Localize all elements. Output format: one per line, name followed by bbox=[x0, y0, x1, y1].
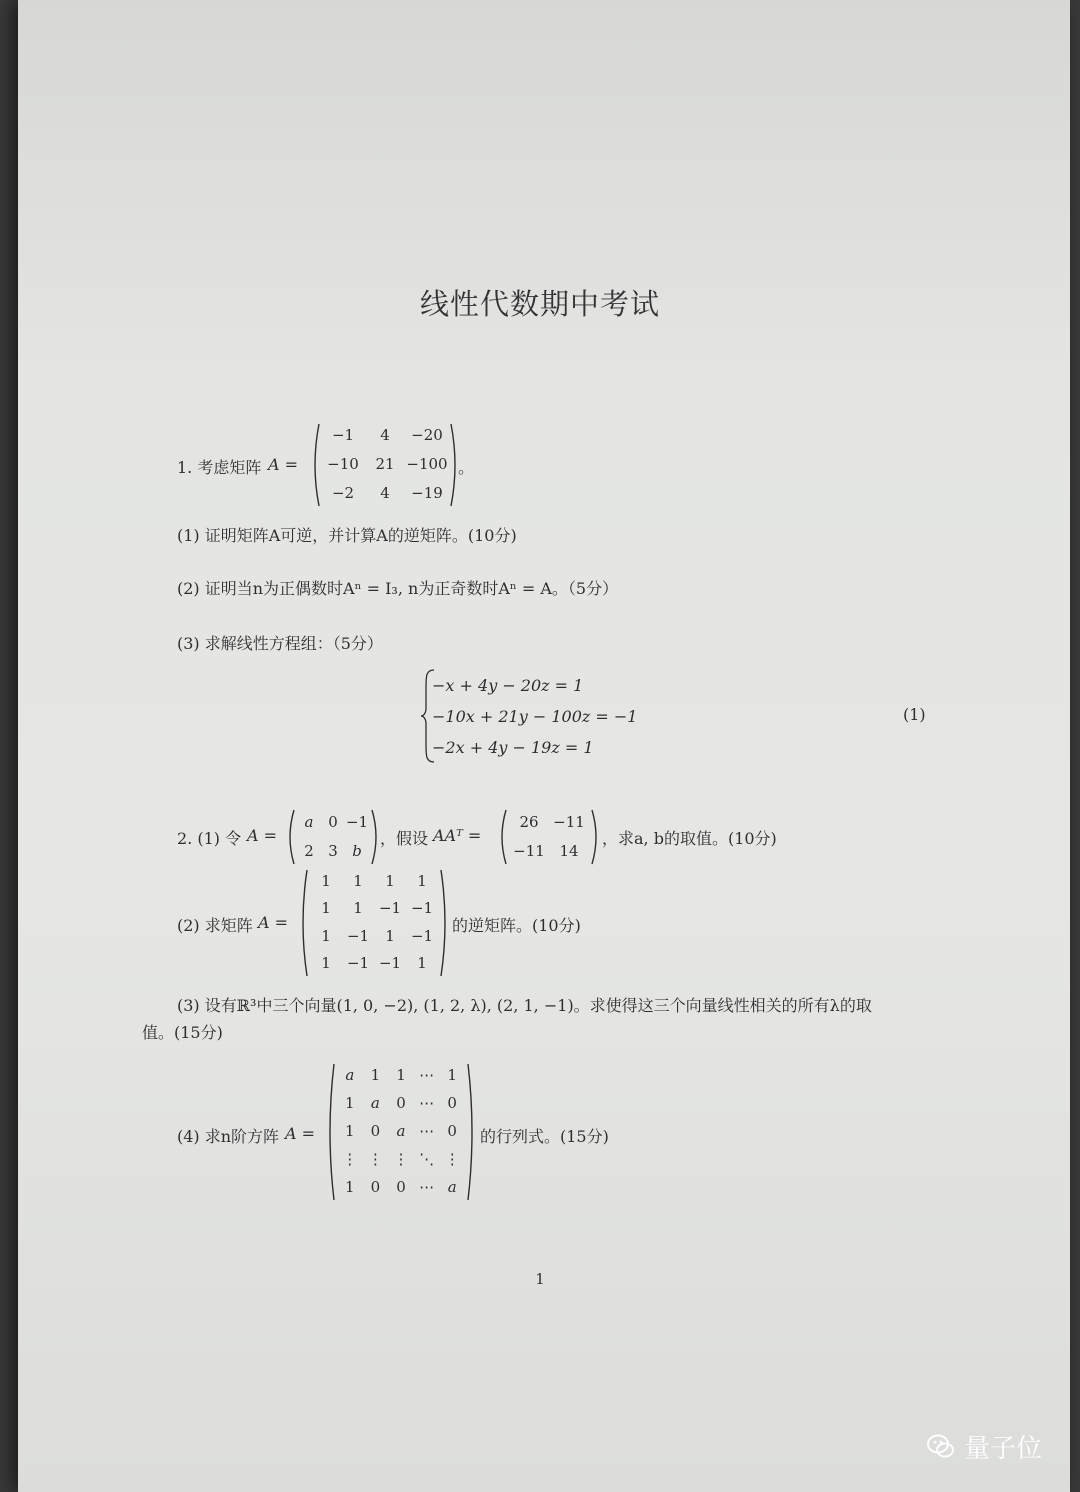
q2-part1-lead: 2. (1) 令 bbox=[177, 829, 242, 848]
matrix-cell: 1 bbox=[353, 899, 363, 918]
matrix-cell: −11 bbox=[513, 841, 545, 860]
watermark bbox=[926, 1428, 1042, 1465]
matrix-cell: 1 bbox=[353, 871, 363, 890]
matrix-cell: −19 bbox=[411, 483, 443, 502]
matrix-cell: ⋯ bbox=[419, 1066, 435, 1084]
matrix-cell: ⋯ bbox=[419, 1094, 435, 1112]
matrix-cell: 1 bbox=[417, 871, 427, 890]
matrix-cell: 1 bbox=[321, 871, 331, 890]
matrix-cell: 1 bbox=[396, 1066, 406, 1084]
system-eq-2: −10x + 21y − 100z = −1 bbox=[432, 707, 638, 726]
q2-part4-lhs: A = bbox=[285, 1124, 316, 1143]
q2-part1-matrix bbox=[285, 808, 381, 866]
q1-lhs: A = bbox=[268, 455, 299, 474]
equation-number: (1) bbox=[903, 705, 926, 724]
matrix-cell: −1 bbox=[346, 954, 370, 973]
matrix-cell: 3 bbox=[328, 841, 338, 860]
q2-part4-lead: (4) 求n阶方阵 bbox=[177, 1127, 280, 1146]
matrix-cell: 1 bbox=[345, 1122, 355, 1140]
matrix-cell: 0 bbox=[370, 1122, 381, 1140]
q2-part4-matrix bbox=[325, 1062, 477, 1202]
matrix-cell: ⋯ bbox=[419, 1178, 435, 1196]
q2-part4-end: 的行列式。(15分) bbox=[480, 1127, 609, 1146]
wechat-icon bbox=[926, 1432, 956, 1462]
q1-part1: (1) 证明矩阵A可逆，并计算A的逆矩阵。(10分) bbox=[177, 526, 517, 545]
matrix-cell: −1 bbox=[378, 954, 402, 973]
matrix-cell: 1 bbox=[370, 1066, 381, 1084]
matrix-cell: ⋮ bbox=[444, 1150, 460, 1168]
matrix-cell: 0 bbox=[447, 1122, 457, 1140]
q2-part1-aat: AAᵀ = bbox=[433, 826, 482, 845]
q1-end: 。 bbox=[458, 458, 475, 477]
matrix-cell: 0 bbox=[396, 1178, 406, 1196]
matrix-cell: 1 bbox=[345, 1094, 355, 1112]
matrix-cell: 1 bbox=[345, 1178, 355, 1196]
q2-part2-lhs: A = bbox=[258, 913, 289, 932]
matrix-cell: −2 bbox=[331, 483, 355, 502]
matrix-cell: 21 bbox=[375, 455, 395, 473]
matrix-cell: a bbox=[447, 1178, 457, 1196]
page-number: 1 bbox=[535, 1270, 545, 1288]
matrix-cell: b bbox=[352, 841, 362, 860]
matrix-cell: 1 bbox=[385, 871, 395, 890]
q2-part3-line2: 值。(15分) bbox=[142, 1023, 223, 1042]
matrix-cell: 1 bbox=[385, 926, 395, 945]
matrix-cell: 1 bbox=[321, 926, 331, 945]
matrix-cell: ⋮ bbox=[342, 1150, 358, 1168]
matrix-cell: ⋱ bbox=[419, 1150, 435, 1168]
matrix-cell: 0 bbox=[370, 1178, 381, 1196]
q2-part1-lhs: A = bbox=[247, 826, 278, 845]
matrix-cell: ⋮ bbox=[367, 1150, 383, 1168]
watermark-text: 量子位 bbox=[964, 1434, 1043, 1464]
matrix-cell: a bbox=[396, 1122, 406, 1140]
matrix-cell: ⋮ bbox=[393, 1150, 409, 1168]
matrix-cell: 1 bbox=[417, 954, 427, 973]
matrix-cell: 26 bbox=[519, 812, 539, 831]
matrix-cell: a bbox=[304, 812, 314, 831]
q1-part2: (2) 证明当n为正偶数时Aⁿ = I₃, n为正奇数时Aⁿ = A。（5分） bbox=[177, 579, 619, 598]
system-eq-1: −x + 4y − 20z = 1 bbox=[432, 676, 584, 695]
matrix-cell: −1 bbox=[345, 812, 369, 831]
matrix-cell: −1 bbox=[410, 899, 434, 918]
q2-part3-line1: (3) 设有ℝ³中三个向量(1, 0, −2), (1, 2, λ), (2, 1, −1)。求使得这三个向量线性相关的所有λ的取 bbox=[177, 996, 872, 1015]
q1-part3: (3) 求解线性方程组：（5分） bbox=[177, 634, 383, 653]
system-eq-3: −2x + 4y − 19z = 1 bbox=[432, 738, 594, 757]
matrix-cell: 4 bbox=[380, 426, 390, 445]
matrix-cell: −20 bbox=[411, 426, 443, 445]
q1-matrix bbox=[310, 422, 460, 508]
matrix-cell: 14 bbox=[559, 841, 579, 860]
matrix-cell: −11 bbox=[553, 812, 585, 831]
matrix-cell: 1 bbox=[321, 954, 331, 973]
matrix-cell: −10 bbox=[327, 455, 359, 473]
q2-part1-matrix2 bbox=[497, 808, 601, 866]
matrix-cell: 1 bbox=[321, 899, 331, 918]
matrix-cell: −1 bbox=[410, 926, 434, 945]
matrix-cell: 0 bbox=[328, 812, 338, 831]
exam-title: 线性代数期中考试 bbox=[419, 287, 660, 321]
q2-part1-end: ，求a, b的取值。(10分) bbox=[602, 829, 777, 848]
matrix-cell: a bbox=[370, 1094, 380, 1112]
q2-part1-mid: ，假设 bbox=[380, 829, 429, 848]
matrix-cell: −100 bbox=[406, 455, 448, 473]
q2-part2-lead: (2) 求矩阵 bbox=[177, 916, 253, 935]
matrix-cell: 0 bbox=[396, 1094, 406, 1112]
q1-lead: 1. 考虑矩阵 bbox=[177, 458, 262, 477]
matrix-cell: −1 bbox=[378, 899, 402, 918]
matrix-cell: 1 bbox=[447, 1066, 457, 1084]
q2-part2-matrix bbox=[298, 868, 450, 978]
matrix-cell: −1 bbox=[346, 926, 370, 945]
matrix-cell: 4 bbox=[380, 483, 390, 502]
matrix-cell: a bbox=[345, 1066, 355, 1084]
matrix-cell: 2 bbox=[304, 841, 314, 860]
matrix-cell: ⋯ bbox=[419, 1122, 435, 1140]
matrix-cell: 0 bbox=[447, 1094, 457, 1112]
q2-part2-end: 的逆矩阵。(10分) bbox=[452, 916, 581, 935]
matrix-cell: −1 bbox=[331, 426, 355, 445]
